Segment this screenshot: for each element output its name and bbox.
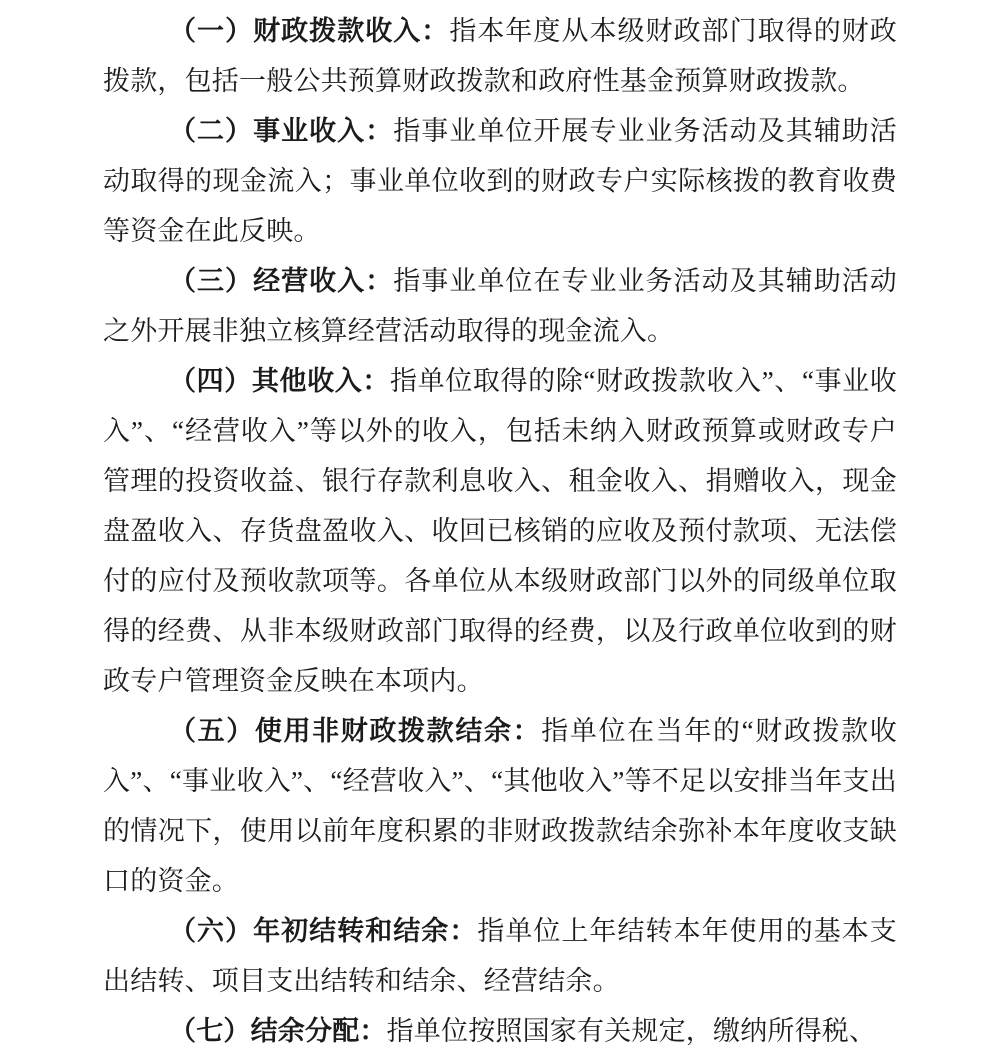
definition-term: （五）使用非财政拨款结余：	[169, 716, 542, 746]
definition-paragraph-1	[103, 6, 897, 106]
definition-paragraph-4	[103, 356, 897, 706]
definition-term: （三）经营收入：	[169, 266, 394, 296]
definition-body: 指单位按照国家有关规定，缴纳所得税、	[386, 1016, 877, 1046]
definition-term: （六）年初结转和结余：	[169, 916, 478, 946]
definition-body: 指单位在当年的“财政拨款收入”、“事业收入”、“经营收入”、“其他收入”等不足以安排当年支出的情况下，使用以前年度积累的非财政拨款结余弥补本年度收支缺口的资金。	[103, 716, 897, 896]
definition-body: 指事业单位开展专业业务活动及其辅助活动取得的现金流入；事业单位收到的财政专户实际核拨的教育收费等资金在此反映。	[103, 116, 897, 246]
definition-paragraph-6	[103, 906, 897, 1006]
definition-term: （一）财政拨款收入：	[169, 16, 450, 46]
definition-paragraph-3	[103, 256, 897, 356]
definition-paragraph-5	[103, 706, 897, 906]
definition-body: 指事业单位在专业业务活动及其辅助活动之外开展非独立核算经营活动取得的现金流入。	[103, 266, 897, 346]
definition-paragraph-2	[103, 106, 897, 256]
definition-term: （七）结余分配：	[169, 1016, 387, 1046]
definition-term: （二）事业收入：	[169, 116, 394, 146]
definition-paragraph-7	[103, 1006, 897, 1056]
definition-body: 指单位取得的除“财政拨款收入”、“事业收入”、“经营收入”等以外的收入，包括未纳入财政预算或财政专户管理的投资收益、银行存款利息收入、租金收入、捐赠收入，现金盘盈收入、存货盘盈收入、收回已核销的应收及预付款项、无法偿付的应付及预收款项等。各单位从本级财政部门以外的同级单位取得的经费、从非本级财政部门取得的经费，以及行政单位收到的财政专户管理资金反映在本项内。	[103, 366, 897, 696]
definition-body: 指单位上年结转本年使用的基本支出结转、项目支出结转和结余、经营结余。	[103, 916, 898, 996]
definition-body: 指本年度从本级财政部门取得的财政拨款，包括一般公共预算财政拨款和政府性基金预算财政拨款。	[103, 16, 898, 96]
definition-term: （四）其他收入：	[169, 366, 390, 396]
